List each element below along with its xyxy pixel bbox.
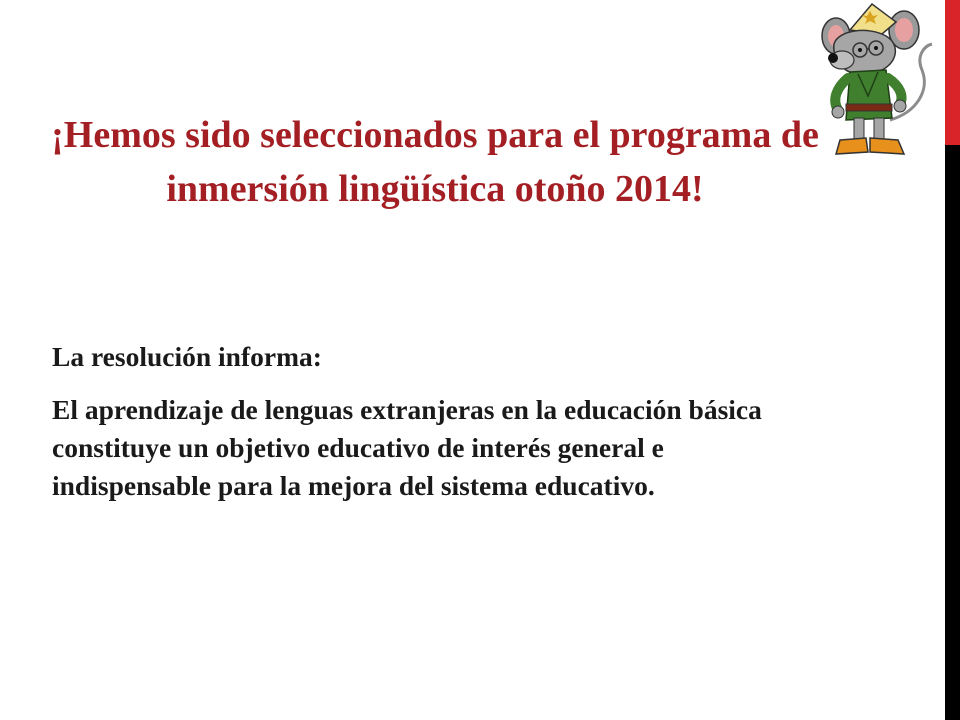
intro-line: La resolución informa: <box>52 341 322 372</box>
body-text <box>52 338 772 505</box>
accent-bar-red <box>945 0 960 145</box>
slide-title: ¡Hemos sido seleccionados para el programa de inmersión lingüística otoño 2014! <box>51 114 819 210</box>
body-paragraph: El aprendizaje de lenguas extranjeras en la educación básica constituye un objetivo educativo de interés general e indispensable para la mejora del sistema educativo. <box>52 394 762 501</box>
accent-bar-black <box>945 145 960 720</box>
mouse-mascot-icon <box>812 0 942 168</box>
